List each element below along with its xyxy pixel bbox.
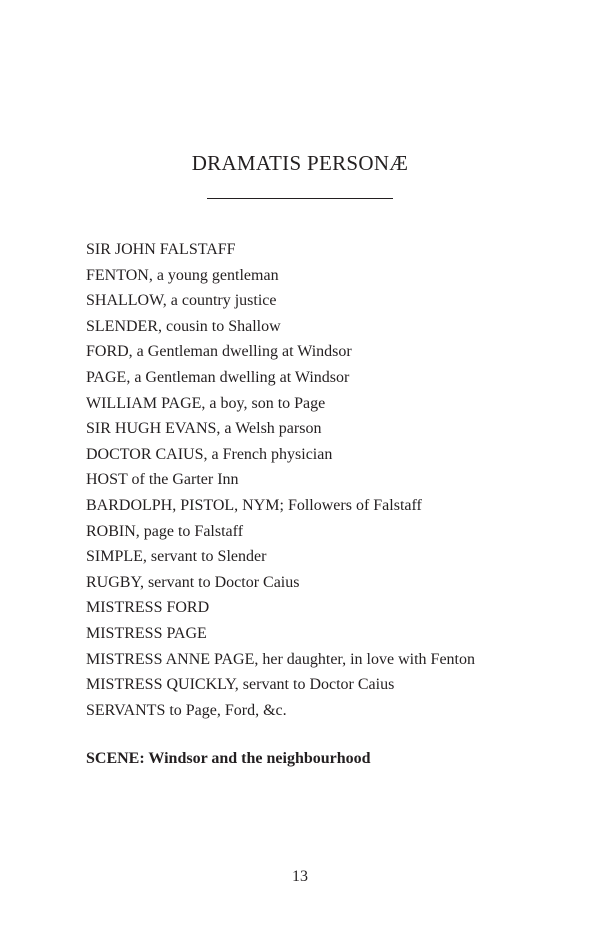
list-item: BARDOLPH, PISTOL, NYM; Followers of Falstaff: [86, 496, 422, 514]
list-item: MISTRESS PAGE: [86, 624, 207, 642]
list-item: MISTRESS FORD: [86, 599, 210, 617]
list-item: SIR HUGH EVANS, a Welsh parson: [86, 420, 322, 438]
list-item: DOCTOR CAIUS, a French physician: [86, 445, 333, 463]
scene-note: SCENE: Windsor and the neighbourhood: [86, 750, 371, 767]
list-item: MISTRESS ANNE PAGE, her daughter, in love with Fenton: [86, 650, 475, 668]
list-item: SERVANTS to Page, Ford, &c.: [86, 701, 287, 719]
list-item: WILLIAM PAGE, a boy, son to Page: [86, 394, 326, 412]
title-underline: [207, 198, 393, 199]
list-item: SIMPLE, servant to Slender: [86, 548, 267, 566]
list-item: ROBIN, page to Falstaff: [86, 522, 244, 540]
list-item: FENTON, a young gentleman: [86, 266, 279, 284]
cast-list: [86, 237, 475, 723]
list-item: RUGBY, servant to Doctor Caius: [86, 573, 300, 591]
list-item: MISTRESS QUICKLY, servant to Doctor Caius: [86, 676, 395, 694]
list-item: HOST of the Garter Inn: [86, 471, 239, 489]
page-title: DRAMATIS PERSONÆ: [191, 151, 409, 175]
list-item: SHALLOW, a country justice: [86, 292, 277, 310]
list-item: PAGE, a Gentleman dwelling at Windsor: [86, 368, 350, 386]
list-item: SIR JOHN FALSTAFF: [86, 241, 236, 258]
list-item: FORD, a Gentleman dwelling at Windsor: [86, 343, 352, 361]
page-number: 13: [292, 868, 308, 885]
list-item: SLENDER, cousin to Shallow: [86, 317, 281, 335]
